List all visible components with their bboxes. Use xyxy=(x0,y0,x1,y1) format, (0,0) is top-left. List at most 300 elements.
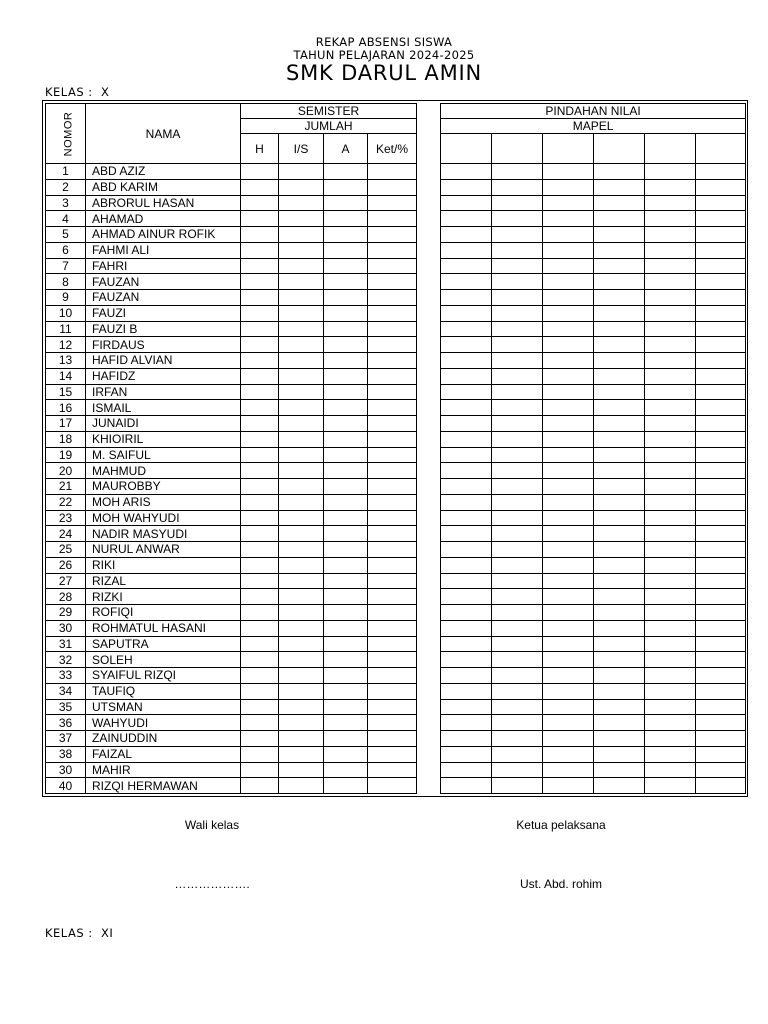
blank-cell xyxy=(441,683,492,699)
blank-cell xyxy=(492,652,543,668)
blank-cell xyxy=(696,211,746,227)
blank-cell xyxy=(368,195,417,211)
gap-cell xyxy=(417,731,441,747)
row-number: 4 xyxy=(46,211,86,227)
blank-cell xyxy=(324,683,368,699)
col-header-jumlah: JUMLAH xyxy=(241,119,417,134)
blank-cell xyxy=(594,746,645,762)
blank-cell xyxy=(368,242,417,258)
blank-cell xyxy=(696,258,746,274)
blank-cell xyxy=(594,242,645,258)
blank-cell xyxy=(594,652,645,668)
blank-cell xyxy=(543,652,594,668)
table-row xyxy=(46,400,746,416)
table-row xyxy=(46,479,746,495)
blank-cell xyxy=(594,683,645,699)
blank-cell xyxy=(441,353,492,369)
blank-cell xyxy=(324,573,368,589)
blank-cell xyxy=(324,778,368,794)
blank-cell xyxy=(241,731,279,747)
gap-cell xyxy=(417,510,441,526)
blank-cell xyxy=(645,479,696,495)
gap-cell xyxy=(417,605,441,621)
blank-cell xyxy=(645,636,696,652)
blank-cell xyxy=(441,746,492,762)
blank-cell xyxy=(368,447,417,463)
gap-cell xyxy=(417,384,441,400)
blank-cell xyxy=(645,416,696,432)
gap-cell xyxy=(417,746,441,762)
blank-cell xyxy=(368,526,417,542)
blank-cell xyxy=(492,479,543,495)
blank-cell xyxy=(324,652,368,668)
blank-cell xyxy=(279,699,324,715)
row-number: 7 xyxy=(46,258,86,274)
blank-cell xyxy=(492,227,543,243)
row-number: 31 xyxy=(46,636,86,652)
blank-cell xyxy=(543,636,594,652)
blank-cell xyxy=(324,620,368,636)
student-name: FAHRI xyxy=(86,258,241,274)
blank-cell xyxy=(594,605,645,621)
student-name: FAUZI xyxy=(86,305,241,321)
row-number: 16 xyxy=(46,400,86,416)
blank-cell xyxy=(594,211,645,227)
blank-cell xyxy=(492,605,543,621)
blank-cell xyxy=(492,557,543,573)
blank-cell xyxy=(368,557,417,573)
blank-cell xyxy=(241,526,279,542)
row-number: 30 xyxy=(46,762,86,778)
blank-cell xyxy=(324,416,368,432)
blank-cell xyxy=(324,400,368,416)
table-row xyxy=(46,731,746,747)
row-number: 5 xyxy=(46,227,86,243)
row-number: 1 xyxy=(46,164,86,180)
student-name: RIKI xyxy=(86,557,241,573)
blank-cell xyxy=(594,416,645,432)
student-name: JUNAIDI xyxy=(86,416,241,432)
blank-cell xyxy=(441,274,492,290)
blank-cell xyxy=(492,290,543,306)
blank-cell xyxy=(324,368,368,384)
blank-cell xyxy=(645,762,696,778)
blank-cell xyxy=(324,668,368,684)
table-row xyxy=(46,290,746,306)
blank-cell xyxy=(324,164,368,180)
gap-cell xyxy=(417,242,441,258)
blank-cell xyxy=(543,227,594,243)
blank-cell xyxy=(441,526,492,542)
row-number: 15 xyxy=(46,384,86,400)
blank-cell xyxy=(696,400,746,416)
row-number: 27 xyxy=(46,573,86,589)
gap-cell xyxy=(417,353,441,369)
blank-cell xyxy=(279,479,324,495)
blank-cell xyxy=(543,668,594,684)
blank-cell xyxy=(645,305,696,321)
student-name: ABD KARIM xyxy=(86,179,241,195)
blank-cell xyxy=(543,337,594,353)
blank-cell xyxy=(543,605,594,621)
blank-cell xyxy=(645,179,696,195)
blank-cell xyxy=(279,305,324,321)
blank-cell xyxy=(594,494,645,510)
gap-cell xyxy=(417,179,441,195)
blank-cell xyxy=(241,447,279,463)
gap-cell xyxy=(417,305,441,321)
gap-cell xyxy=(417,573,441,589)
blank-cell xyxy=(368,368,417,384)
blank-cell xyxy=(696,542,746,558)
blank-cell xyxy=(324,731,368,747)
table-row xyxy=(46,668,746,684)
blank-cell xyxy=(324,179,368,195)
blank-cell xyxy=(543,242,594,258)
student-name: M. SAIFUL xyxy=(86,447,241,463)
blank-cell xyxy=(594,557,645,573)
blank-cell xyxy=(594,258,645,274)
blank-cell xyxy=(594,699,645,715)
row-number: 26 xyxy=(46,557,86,573)
blank-cell xyxy=(696,290,746,306)
gap-cell xyxy=(417,762,441,778)
row-number: 40 xyxy=(46,778,86,794)
blank-cell xyxy=(543,699,594,715)
blank-cell xyxy=(594,463,645,479)
student-name: ISMAIL xyxy=(86,400,241,416)
blank-cell xyxy=(368,384,417,400)
row-number: 28 xyxy=(46,589,86,605)
gap-cell xyxy=(417,274,441,290)
blank-cell xyxy=(645,542,696,558)
blank-cell xyxy=(441,542,492,558)
student-name: UTSMAN xyxy=(86,699,241,715)
blank-cell xyxy=(324,258,368,274)
student-name: ROHMATUL HASANI xyxy=(86,620,241,636)
blank-cell xyxy=(492,762,543,778)
blank-cell xyxy=(241,510,279,526)
blank-cell xyxy=(324,431,368,447)
blank-cell xyxy=(543,258,594,274)
blank-cell xyxy=(645,400,696,416)
table-row xyxy=(46,652,746,668)
table-row xyxy=(46,636,746,652)
blank-cell xyxy=(492,620,543,636)
table-row xyxy=(46,542,746,558)
blank-cell xyxy=(324,746,368,762)
blank-cell xyxy=(368,620,417,636)
blank-cell xyxy=(241,778,279,794)
blank-cell xyxy=(594,636,645,652)
blank-cell xyxy=(241,746,279,762)
row-number: 3 xyxy=(46,195,86,211)
blank-cell xyxy=(696,337,746,353)
row-number: 19 xyxy=(46,447,86,463)
blank-cell xyxy=(594,368,645,384)
col-header-a: A xyxy=(324,134,368,164)
table-row xyxy=(46,195,746,211)
blank-cell xyxy=(594,195,645,211)
table-row xyxy=(46,683,746,699)
blank-cell xyxy=(594,715,645,731)
blank-cell xyxy=(441,337,492,353)
blank-cell xyxy=(241,542,279,558)
blank-cell xyxy=(368,731,417,747)
blank-cell xyxy=(441,510,492,526)
row-number: 36 xyxy=(46,715,86,731)
blank-cell xyxy=(441,447,492,463)
blank-cell xyxy=(543,305,594,321)
blank-cell xyxy=(645,337,696,353)
blank-cell xyxy=(241,605,279,621)
blank-cell xyxy=(543,195,594,211)
blank-cell xyxy=(645,242,696,258)
blank-cell xyxy=(594,447,645,463)
blank-cell xyxy=(696,227,746,243)
blank-cell xyxy=(492,258,543,274)
student-name: MAHMUD xyxy=(86,463,241,479)
table-row xyxy=(46,321,746,337)
row-number: 10 xyxy=(46,305,86,321)
gap-cell xyxy=(417,699,441,715)
blank-cell xyxy=(279,778,324,794)
student-name: RIZQI HERMAWAN xyxy=(86,778,241,794)
student-name: RIZKI xyxy=(86,589,241,605)
blank-cell xyxy=(594,510,645,526)
gap-cell xyxy=(417,211,441,227)
blank-cell xyxy=(324,384,368,400)
blank-cell xyxy=(696,274,746,290)
blank-cell xyxy=(368,573,417,589)
mapel-col xyxy=(543,134,594,164)
blank-cell xyxy=(241,431,279,447)
blank-cell xyxy=(492,494,543,510)
gap-cell xyxy=(417,494,441,510)
blank-cell xyxy=(279,321,324,337)
gap-cell xyxy=(417,400,441,416)
table-row xyxy=(46,715,746,731)
blank-cell xyxy=(241,305,279,321)
blank-cell xyxy=(324,605,368,621)
blank-cell xyxy=(696,416,746,432)
gap-cell xyxy=(417,227,441,243)
table-row xyxy=(46,431,746,447)
table-row xyxy=(46,746,746,762)
blank-cell xyxy=(241,715,279,731)
row-number: 8 xyxy=(46,274,86,290)
col-header-is: I/S xyxy=(279,134,324,164)
blank-cell xyxy=(279,400,324,416)
blank-cell xyxy=(492,195,543,211)
blank-cell xyxy=(594,731,645,747)
blank-cell xyxy=(696,447,746,463)
blank-cell xyxy=(241,762,279,778)
blank-cell xyxy=(368,510,417,526)
blank-cell xyxy=(324,479,368,495)
blank-cell xyxy=(645,605,696,621)
blank-cell xyxy=(441,778,492,794)
blank-cell xyxy=(324,195,368,211)
blank-cell xyxy=(543,179,594,195)
student-name: HAFID ALVIAN xyxy=(86,353,241,369)
blank-cell xyxy=(368,778,417,794)
gap-cell xyxy=(417,337,441,353)
blank-cell xyxy=(492,431,543,447)
table-row xyxy=(46,463,746,479)
student-name: NURUL ANWAR xyxy=(86,542,241,558)
blank-cell xyxy=(241,699,279,715)
blank-cell xyxy=(241,321,279,337)
blank-cell xyxy=(279,384,324,400)
row-number: 38 xyxy=(46,746,86,762)
blank-cell xyxy=(543,746,594,762)
table-row xyxy=(46,557,746,573)
blank-cell xyxy=(441,258,492,274)
blank-cell xyxy=(492,179,543,195)
blank-cell xyxy=(492,274,543,290)
blank-cell xyxy=(594,321,645,337)
blank-cell xyxy=(543,589,594,605)
blank-cell xyxy=(368,305,417,321)
blank-cell xyxy=(543,384,594,400)
blank-cell xyxy=(543,164,594,180)
blank-cell xyxy=(368,762,417,778)
blank-cell xyxy=(594,353,645,369)
blank-cell xyxy=(696,353,746,369)
blank-cell xyxy=(279,731,324,747)
gap-cell xyxy=(417,557,441,573)
blank-cell xyxy=(368,290,417,306)
blank-cell xyxy=(543,762,594,778)
blank-cell xyxy=(324,337,368,353)
table-row xyxy=(46,368,746,384)
blank-cell xyxy=(368,400,417,416)
table-row xyxy=(46,353,746,369)
blank-cell xyxy=(324,715,368,731)
blank-cell xyxy=(594,179,645,195)
blank-cell xyxy=(594,589,645,605)
blank-cell xyxy=(279,573,324,589)
row-number: 18 xyxy=(46,431,86,447)
blank-cell xyxy=(645,431,696,447)
blank-cell xyxy=(279,179,324,195)
blank-cell xyxy=(241,668,279,684)
table-row xyxy=(46,258,746,274)
blank-cell xyxy=(324,227,368,243)
table-row xyxy=(46,384,746,400)
student-name: IRFAN xyxy=(86,384,241,400)
blank-cell xyxy=(492,699,543,715)
blank-cell xyxy=(645,778,696,794)
blank-cell xyxy=(324,510,368,526)
blank-cell xyxy=(324,353,368,369)
blank-cell xyxy=(645,683,696,699)
blank-cell xyxy=(241,274,279,290)
blank-cell xyxy=(368,321,417,337)
blank-cell xyxy=(279,337,324,353)
blank-cell xyxy=(492,526,543,542)
table-row xyxy=(46,589,746,605)
table-row xyxy=(46,778,746,794)
mapel-col xyxy=(441,134,492,164)
blank-cell xyxy=(279,494,324,510)
gap-cell xyxy=(417,668,441,684)
blank-cell xyxy=(279,605,324,621)
blank-cell xyxy=(543,400,594,416)
blank-cell xyxy=(279,620,324,636)
blank-cell xyxy=(696,179,746,195)
col-header-nama: NAMA xyxy=(86,104,241,164)
row-number: 6 xyxy=(46,242,86,258)
blank-cell xyxy=(441,416,492,432)
blank-cell xyxy=(441,605,492,621)
blank-cell xyxy=(279,164,324,180)
student-name: NADIR MASYUDI xyxy=(86,526,241,542)
row-number: 37 xyxy=(46,731,86,747)
blank-cell xyxy=(324,321,368,337)
gap-cell xyxy=(417,542,441,558)
blank-cell xyxy=(594,337,645,353)
blank-cell xyxy=(696,321,746,337)
blank-cell xyxy=(441,463,492,479)
blank-cell xyxy=(492,242,543,258)
blank-cell xyxy=(441,195,492,211)
blank-cell xyxy=(594,164,645,180)
blank-cell xyxy=(368,227,417,243)
blank-cell xyxy=(368,668,417,684)
ketua-pelaksana-name: Ust. Abd. rohim xyxy=(519,877,603,891)
blank-cell xyxy=(594,778,645,794)
gap-cell xyxy=(417,463,441,479)
table-row xyxy=(46,605,746,621)
row-number: 12 xyxy=(46,337,86,353)
blank-cell xyxy=(324,463,368,479)
blank-cell xyxy=(696,431,746,447)
blank-cell xyxy=(696,589,746,605)
blank-cell xyxy=(492,164,543,180)
blank-cell xyxy=(241,179,279,195)
blank-cell xyxy=(279,416,324,432)
student-name: ROFIQI xyxy=(86,605,241,621)
blank-cell xyxy=(279,762,324,778)
blank-cell xyxy=(324,636,368,652)
blank-cell xyxy=(696,652,746,668)
blank-cell xyxy=(279,652,324,668)
blank-cell xyxy=(368,258,417,274)
gap-column xyxy=(417,104,441,164)
blank-cell xyxy=(324,542,368,558)
blank-cell xyxy=(492,746,543,762)
blank-cell xyxy=(279,242,324,258)
gap-cell xyxy=(417,620,441,636)
blank-cell xyxy=(492,778,543,794)
blank-cell xyxy=(279,227,324,243)
gap-cell xyxy=(417,290,441,306)
ketua-pelaksana-label: Ketua pelaksana xyxy=(516,818,606,832)
col-header-pindahan: PINDAHAN NILAI xyxy=(441,104,746,119)
blank-cell xyxy=(441,179,492,195)
blank-cell xyxy=(543,479,594,495)
blank-cell xyxy=(324,290,368,306)
blank-cell xyxy=(279,636,324,652)
blank-cell xyxy=(279,746,324,762)
blank-cell xyxy=(241,227,279,243)
row-number: 11 xyxy=(46,321,86,337)
blank-cell xyxy=(645,589,696,605)
blank-cell xyxy=(696,746,746,762)
table-row xyxy=(46,573,746,589)
